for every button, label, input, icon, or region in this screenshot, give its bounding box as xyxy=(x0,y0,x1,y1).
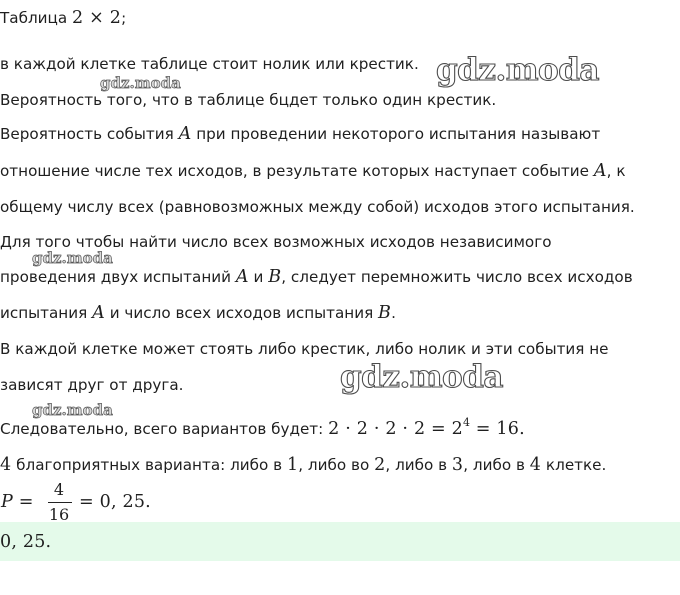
formula-rhs: = 0, 25. xyxy=(79,492,151,512)
fraction-bar xyxy=(48,502,72,503)
answer-box xyxy=(0,522,680,561)
text-line: Для того чтобы найти число всех возможных исходов независимого xyxy=(0,233,552,251)
text-line: Вероятность того, что в таблице бцдет только один крестик. xyxy=(0,91,497,109)
formula-numerator: 4 xyxy=(53,480,65,499)
text-line: Вероятность события A при проведении некоторого испытания называют xyxy=(0,124,601,144)
text-line: испытания A и число всех исходов испытания B. xyxy=(0,303,396,323)
watermark-logo: gdz.moda xyxy=(100,74,181,92)
watermark-logo: gdz.moda xyxy=(32,249,113,267)
formula-lhs: P = xyxy=(1,492,34,512)
text-line: отношение числе тех исходов, в результате которых наступает событие A, к xyxy=(0,161,626,181)
text-line: в каждой клетке таблице стоит нолик или крестик. xyxy=(0,55,419,73)
watermark-logo: gdz.moda xyxy=(340,359,503,395)
answer-text: 0, 25. xyxy=(0,532,52,552)
watermark-logo: gdz.moda xyxy=(436,52,599,88)
watermark-logo: gdz.moda xyxy=(32,401,113,419)
text-line: проведения двух испытаний A и B, следует перемножить число всех исходов xyxy=(0,267,633,287)
text-line: Таблица 2 × 2; xyxy=(0,8,127,28)
formula-denominator: 16 xyxy=(48,505,70,524)
probability-formula xyxy=(0,480,200,526)
text-line: зависят друг от друга. xyxy=(0,376,184,394)
text-line: 4 благоприятных варианта: либо в 1, либо во 2, либо в 3, либо в 4 клетке. xyxy=(0,455,607,475)
text-line: общему числу всех (равновозможных между собой) исходов этого испытания. xyxy=(0,198,635,216)
text-line: В каждой клетке может стоять либо крестик, либо нолик и эти события не xyxy=(0,340,609,358)
text-line: Следовательно, всего вариантов будет: $2 \cdot 2 \cdot 2 \cdot 2 = 2^4 = 16$. xyxy=(0,416,525,439)
